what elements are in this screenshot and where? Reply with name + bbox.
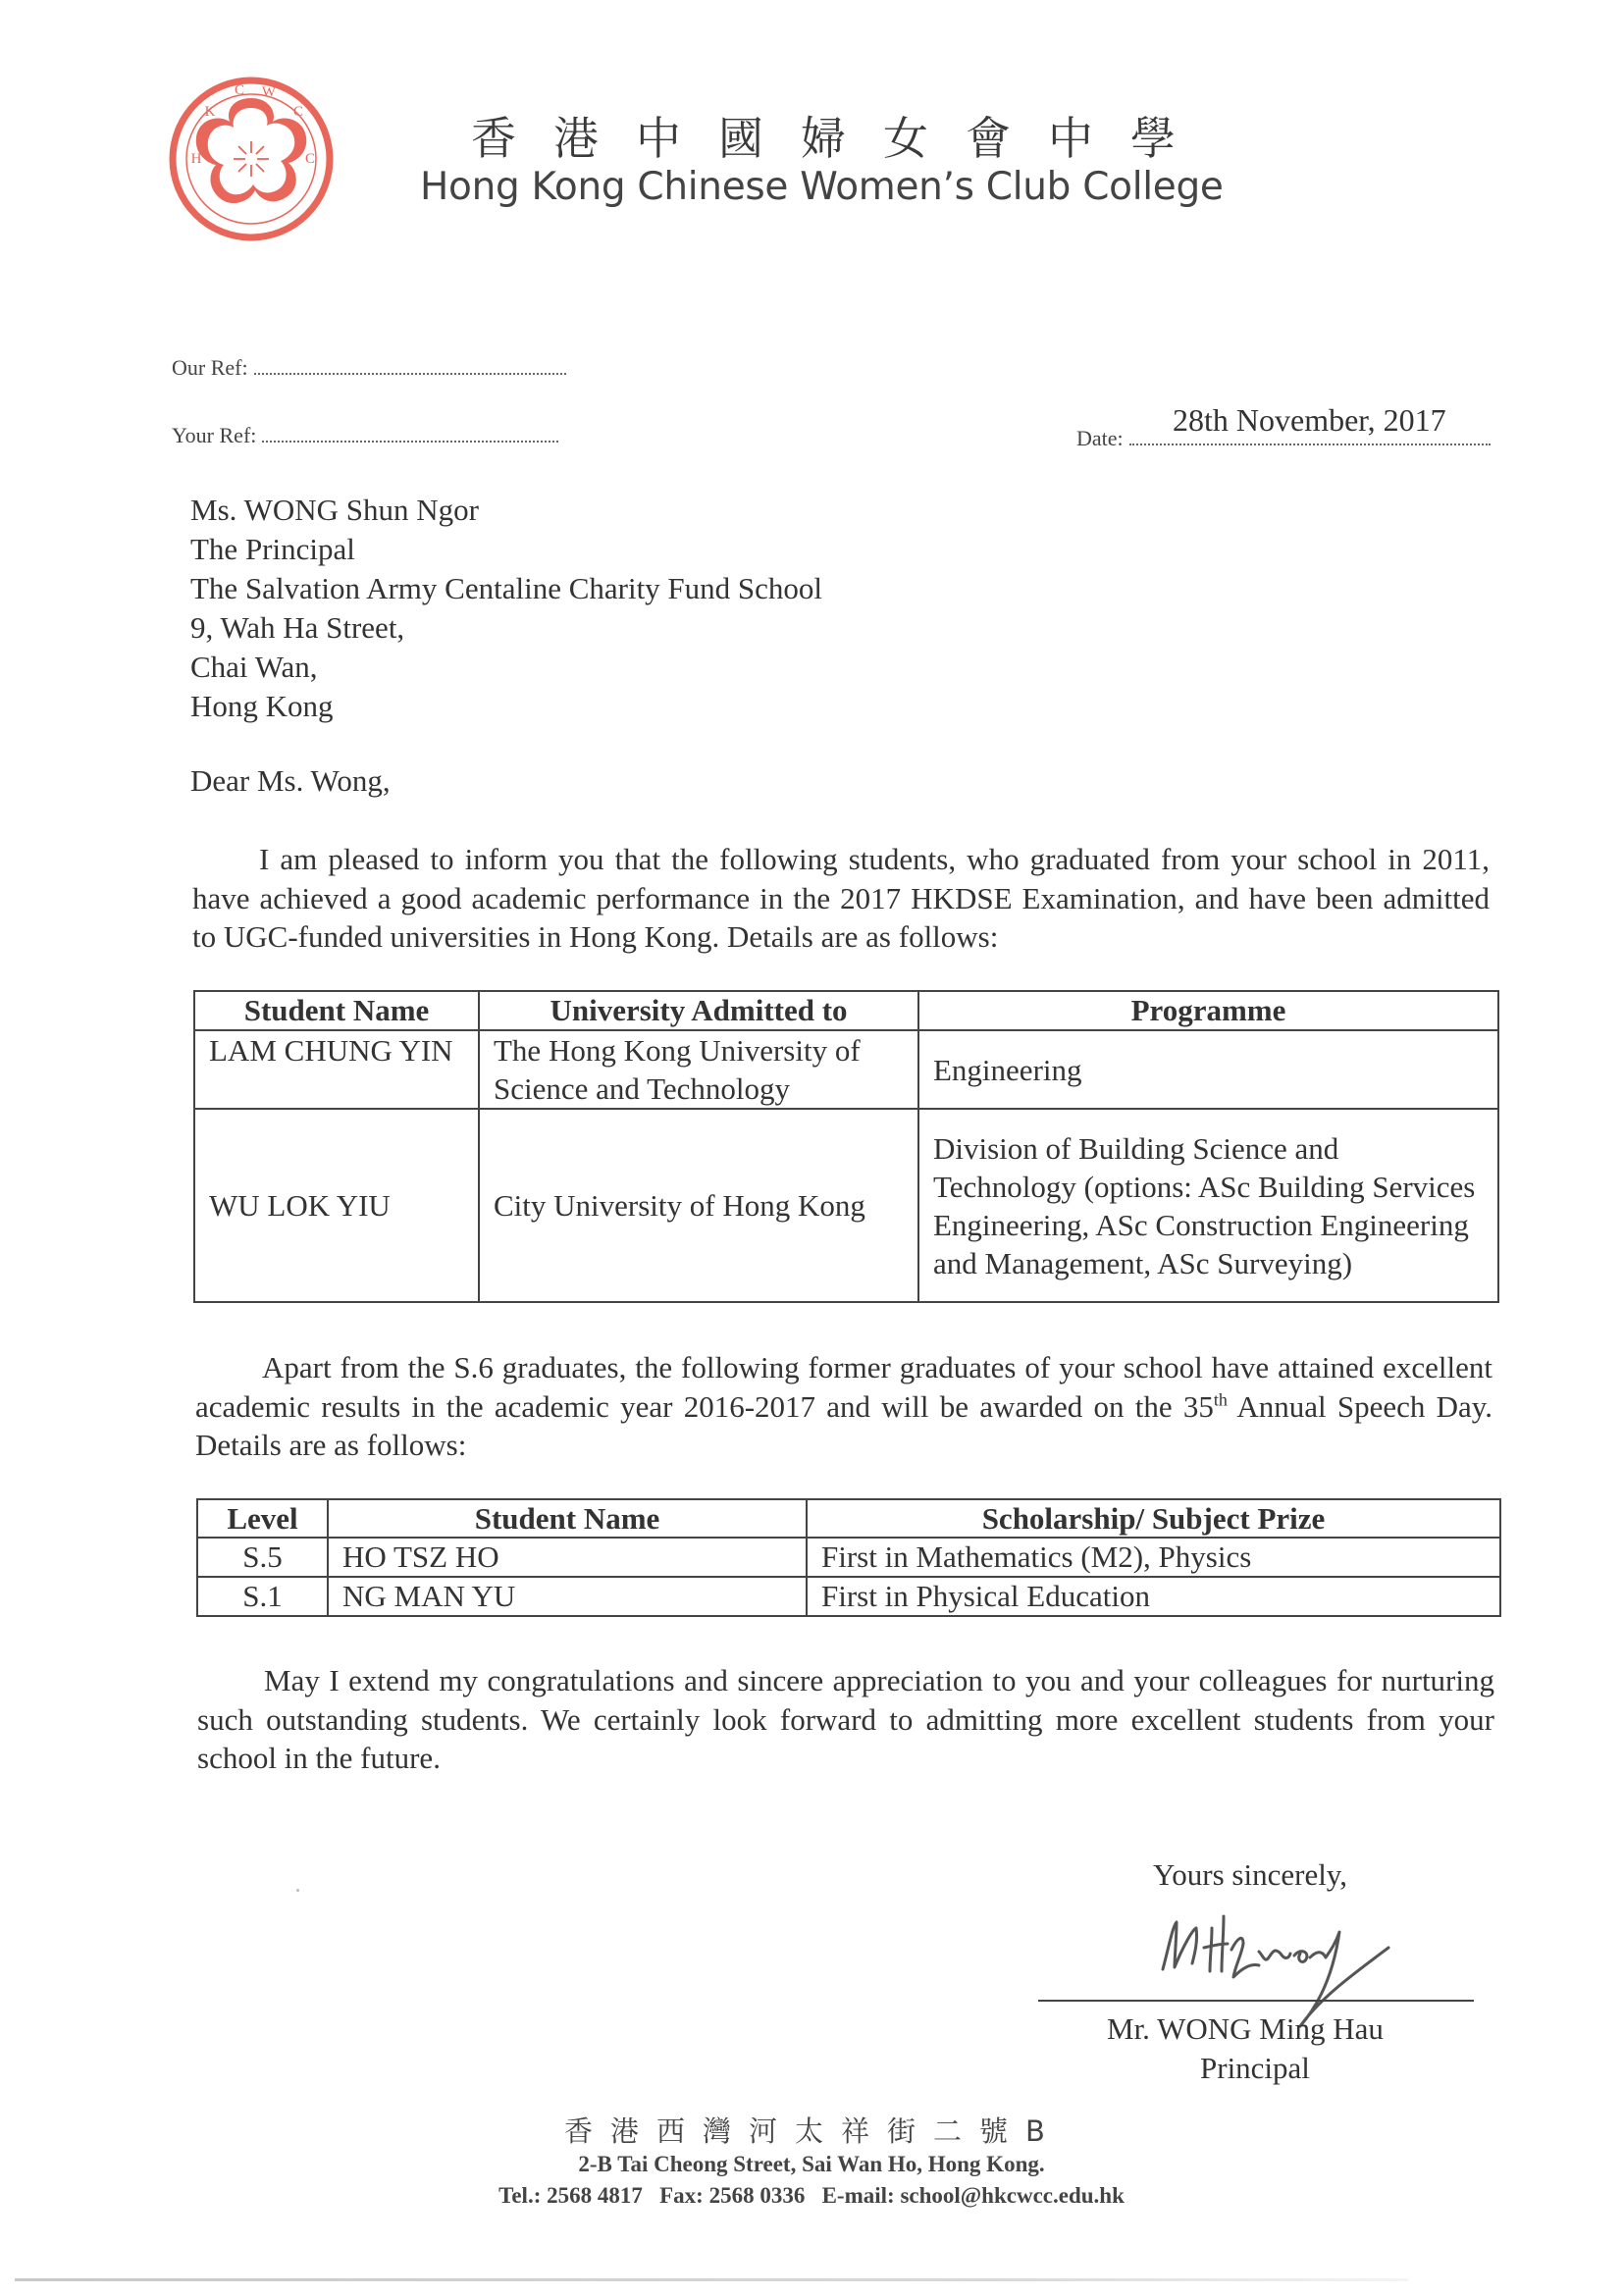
signer-name: Mr. WONG Ming Hau: [1107, 2011, 1384, 2046]
recipient-district: Chai Wan,: [190, 650, 318, 684]
table-row: [194, 1109, 1498, 1302]
paragraph-admissions: [192, 840, 1490, 957]
cell-student-name: LAM CHUNG YIN: [194, 1030, 479, 1109]
ordinal-suffix: th: [1213, 1389, 1228, 1410]
date-blank: [1129, 444, 1491, 445]
valediction: Yours sincerely,: [1153, 1857, 1348, 1892]
your-ref-blank: [262, 441, 558, 443]
column-header-student-name: Student Name: [194, 991, 479, 1030]
date-label: Date:: [1076, 426, 1124, 450]
tel-number: 2568 4817: [547, 2183, 643, 2208]
column-header-student-name: Student Name: [328, 1499, 807, 1538]
crest-letter: H: [190, 151, 202, 167]
footer-address-english: 2-B Tai Cheong Street, Sai Wan Ho, Hong Kong.: [578, 2152, 1045, 2176]
paragraph-awards-text-end: Annual Speech Day. Details are as follows:: [195, 1388, 1493, 1462]
fax-number: 2568 0336: [708, 2183, 806, 2208]
column-header-level: Level: [197, 1499, 328, 1538]
cell-student-name: WU LOK YIU: [194, 1109, 479, 1302]
column-header-programme: Programme: [918, 991, 1498, 1030]
our-ref-blank: [254, 373, 566, 375]
cell-prize: First in Mathematics (M2), Physics: [807, 1538, 1500, 1577]
column-header-prize: Scholarship/ Subject Prize: [807, 1499, 1500, 1538]
signature-line: [1038, 2000, 1474, 2002]
cell-student-name: NG MAN YU: [328, 1577, 807, 1616]
paragraph-awards: [195, 1348, 1492, 1465]
cell-level: S.5: [197, 1538, 328, 1577]
recipient-address: [190, 491, 822, 726]
recipient-name: Ms. WONG Shun Ngor: [190, 493, 479, 527]
cell-prize: First in Physical Education: [807, 1577, 1500, 1616]
your-ref-label: Your Ref:: [172, 423, 257, 447]
email-address[interactable]: school@hkcwcc.edu.hk: [900, 2183, 1125, 2208]
svg-text:C: C: [304, 151, 316, 167]
cell-university: The Hong Kong University of Science and Technology: [479, 1030, 918, 1109]
our-ref-field: [172, 355, 566, 381]
your-ref-field: [172, 423, 558, 448]
tel-label: Tel.:: [498, 2183, 542, 2208]
our-ref-label: Our Ref:: [172, 355, 248, 380]
cell-university: City University of Hong Kong: [479, 1109, 918, 1302]
column-header-university: University Admitted to: [479, 991, 918, 1030]
school-crest-icon: [167, 77, 336, 241]
cell-level: S.1: [197, 1577, 328, 1616]
svg-text:K: K: [204, 104, 216, 120]
recipient-school: The Salvation Army Centaline Charity Fund School: [190, 571, 823, 605]
cell-programme: Division of Building Science and Technology (options: ASc Building Services Engineering, ASc Construction Engineering and Management, ASc Surveying): [918, 1109, 1498, 1302]
page-edge-divider: [15, 2278, 1408, 2281]
table-row: [194, 1030, 1498, 1109]
svg-text:C: C: [292, 104, 304, 120]
table-header-row: [197, 1499, 1500, 1538]
paragraph-awards-text: Apart from the S.6 graduates, the following former graduates of your school have attained excellent academic results in the academic year 2016-2017 and will be awarded on the 35: [195, 1350, 1492, 1424]
paragraph-congratulations-text: May I extend my congratulations and sincere appreciation to you and your colleagues for nurturing such outstanding students. We certainly look forward to admitting more excellent students from your school in the future.: [197, 1663, 1494, 1775]
admissions-table: [193, 990, 1499, 1303]
date-value: 28th November, 2017: [1173, 402, 1446, 438]
svg-text:W: W: [261, 84, 277, 100]
recipient-street: 9, Wah Ha Street,: [190, 610, 405, 645]
cell-programme: Engineering: [918, 1030, 1498, 1109]
table-row: [197, 1577, 1500, 1616]
paragraph-congratulations: [197, 1661, 1494, 1778]
salutation: Dear Ms. Wong,: [190, 763, 391, 798]
fax-label: Fax:: [659, 2183, 704, 2208]
paragraph-admissions-text: I am pleased to inform you that the following students, who graduated from your school in 2011, have achieved a good academic performance in the 2017 HKDSE Examination, and have been admitted to UGC-funded universities in Hong Kong. Details are as follows:: [192, 842, 1490, 954]
table-row: [197, 1538, 1500, 1577]
recipient-city: Hong Kong: [190, 689, 334, 723]
footer-contact: [0, 2183, 1623, 2209]
signer-title: Principal: [1200, 2051, 1310, 2085]
scan-speck: [296, 1889, 299, 1892]
cell-student-name: HO TSZ HO: [328, 1538, 807, 1577]
email-label: E-mail:: [821, 2183, 895, 2208]
svg-text:C: C: [234, 82, 245, 98]
table-header-row: [194, 991, 1498, 1030]
school-name-english: Hong Kong Chinese Women’s Club College: [420, 165, 1224, 209]
school-name-chinese: 香港中國婦女會中學: [471, 112, 1213, 165]
recipient-title: The Principal: [190, 532, 355, 566]
prizes-table: [196, 1498, 1501, 1617]
footer-address-chinese: 香港西灣河太祥街二號B: [564, 2114, 1063, 2148]
